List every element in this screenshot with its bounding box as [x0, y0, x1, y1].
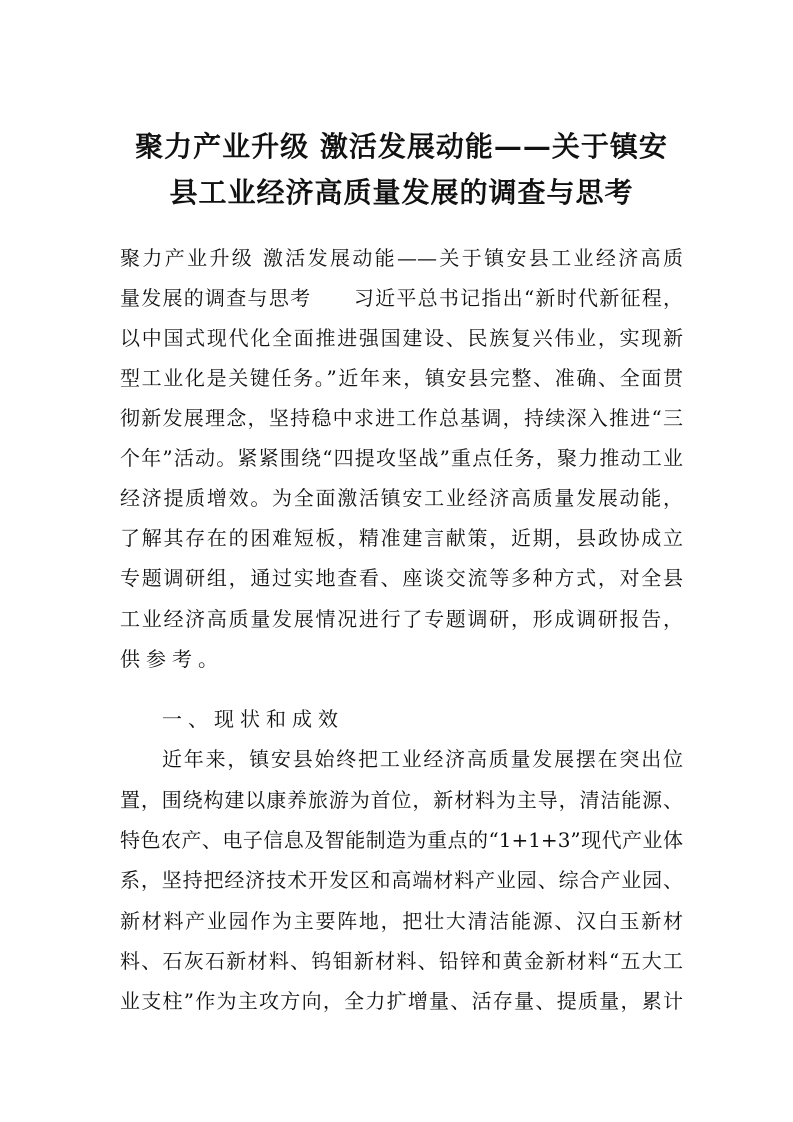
text-line: 了解其存在的困难短板，精准建言献策，近期，县政协成立	[120, 526, 683, 550]
text-line: 新材料产业园作为主要阵地，把壮大清洁能源、汉白玉新材	[120, 909, 683, 933]
text-line: 专题调研组，通过实地查看、座谈交流等多种方式，对全县	[120, 566, 683, 590]
text-line: 聚力产业升级 激活发展动能——关于镇安县工业经济高质	[120, 246, 683, 270]
text-line: 供参考。	[120, 647, 224, 671]
section-heading: 一、现状和成效	[162, 707, 344, 731]
text-line: 特色农产、电子信息及智能制造为重点的“1+1+3”现代产业体	[120, 828, 683, 852]
text-line: 近年来，镇安县始终把工业经济高质量发展摆在突出位	[162, 747, 683, 771]
text-line: 系，坚持把经济技术开发区和高端材料产业园、综合产业园、	[120, 868, 683, 892]
text-line: 量发展的调查与思考 习近平总书记指出“新时代新征程，	[120, 286, 683, 310]
text-line: 工业经济高质量发展情况进行了专题调研，形成调研报告，	[120, 607, 683, 631]
text-line: 经济提质增效。为全面激活镇安工业经济高质量发展动能，	[120, 486, 683, 510]
text-line: 以中国式现代化全面推进强国建设、民族复兴伟业，实现新	[120, 326, 683, 350]
title-line-2: 县工业经济高质量发展的调查与思考	[169, 176, 634, 209]
text-line: 型工业化是关键任务。”近年来，镇安县完整、准确、全面贯	[120, 366, 683, 390]
text-line: 彻新发展理念，坚持稳中求进工作总基调，持续深入推进“三	[120, 406, 683, 430]
text-line: 置，围绕构建以康养旅游为首位，新材料为主导，清洁能源、	[120, 788, 683, 812]
text-line: 料、石灰石新材料、钨钼新材料、铅锌和黄金新材料“五大工	[120, 949, 683, 973]
title-line-1: 聚力产业升级 激活发展动能——关于镇安	[135, 130, 668, 163]
text-line: 业支柱”作为主攻方向，全力扩增量、活存量、提质量，累计	[120, 989, 683, 1013]
text-line: 个年”活动。紧紧围绕“四提攻坚战”重点任务，聚力推动工业	[120, 446, 683, 470]
